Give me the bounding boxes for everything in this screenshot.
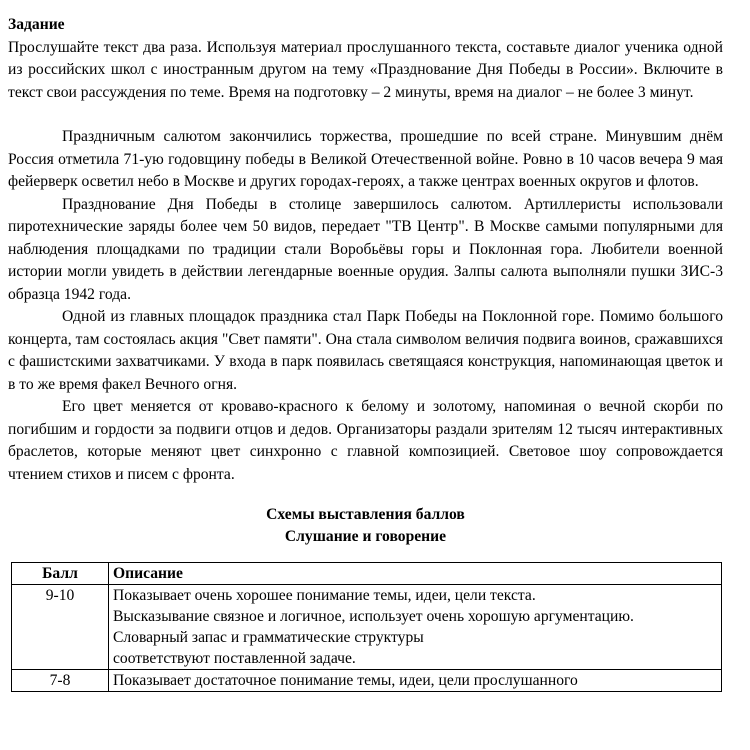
scheme-subtitle: Слушание и говорение bbox=[284, 528, 447, 545]
description-cell bbox=[109, 670, 722, 692]
spacer bbox=[8, 104, 723, 126]
description-line: соответствуют поставленной задаче. bbox=[113, 650, 356, 667]
paragraph-2: Празднование Дня Победы в столице завершилось салютом. Артиллеристы использовали пиротехнические заряды более чем 50 видов, передает "ТВ Центр". В Москве самыми популярными для наблюдения площадками по традиции стали Воробьёвы горы и Поклонная гора. Любители военной истории могли увидеть в действии легендарные военные орудия. Залпы салюта выполняли пушки ЗИС-3 образца 1942 года. bbox=[8, 195, 723, 303]
column-header-score: Балл bbox=[12, 563, 109, 585]
task-heading: Задание bbox=[8, 16, 65, 33]
scheme-title: Схемы выставления баллов bbox=[266, 506, 465, 523]
score-cell: 7-8 bbox=[12, 670, 109, 692]
description-line: Показывает достаточное понимание темы, идеи, цели прослушанного bbox=[113, 672, 578, 689]
document-page bbox=[8, 14, 723, 692]
description-line: Словарный запас и грамматические структуры bbox=[113, 629, 424, 646]
task-text: Прослушайте текст два раза. Используя материал прослушанного текста, составьте диалог ученика одной из российских школ с иностранным другом на тему «Празднование Дня Победы в России». Включите в текст свои рассуждения по теме. Время на подготовку – 2 минуты, время на диалог – не более 3 минут. bbox=[8, 38, 723, 101]
paragraph-3: Одной из главных площадок праздника стал Парк Победы на Поклонной горе. Помимо большого концерта, там состоялась акция "Свет памяти". Она стала символом величия подвига воинов, сражавшихся с фашистскими захватчиками. У входа в парк появилась светящаяся конструкция, напоминающая цветок и в то же время факел Вечного огня. bbox=[8, 308, 723, 393]
table-row bbox=[12, 585, 722, 670]
paragraph-1: Праздничным салютом закончились торжества, прошедшие по всей стране. Минувшим днём Россия отметила 71-ую годовщину победы в Великой Отечественной войне. Ровно в 10 часов вечера 9 мая фейерверк осветил небо в Москве и других городах-героях, а также центрах военных округов и флотов. bbox=[8, 128, 723, 190]
column-header-description: Описание bbox=[109, 563, 722, 585]
score-cell: 9-10 bbox=[12, 585, 109, 670]
description-line: Показывает очень хорошее понимание темы, идеи, цели текста. bbox=[113, 587, 536, 604]
table-header-row bbox=[12, 563, 722, 585]
scoring-table bbox=[11, 562, 722, 692]
description-line: Высказывание связное и логичное, использует очень хорошую аргументацию. bbox=[113, 608, 634, 625]
table-row bbox=[12, 670, 722, 692]
paragraph-4: Его цвет меняется от кроваво-красного к белому и золотому, напоминая о вечной скорби по погибшим и гордости за подвиги отцов и дедов. Организаторы раздали зрителям 12 тысяч интерактивных браслетов, которые меняют цвет синхронно с главной композицией. Световое шоу сопровождается чтением стихов и писем с фронта. bbox=[8, 398, 723, 483]
description-cell bbox=[109, 585, 722, 670]
